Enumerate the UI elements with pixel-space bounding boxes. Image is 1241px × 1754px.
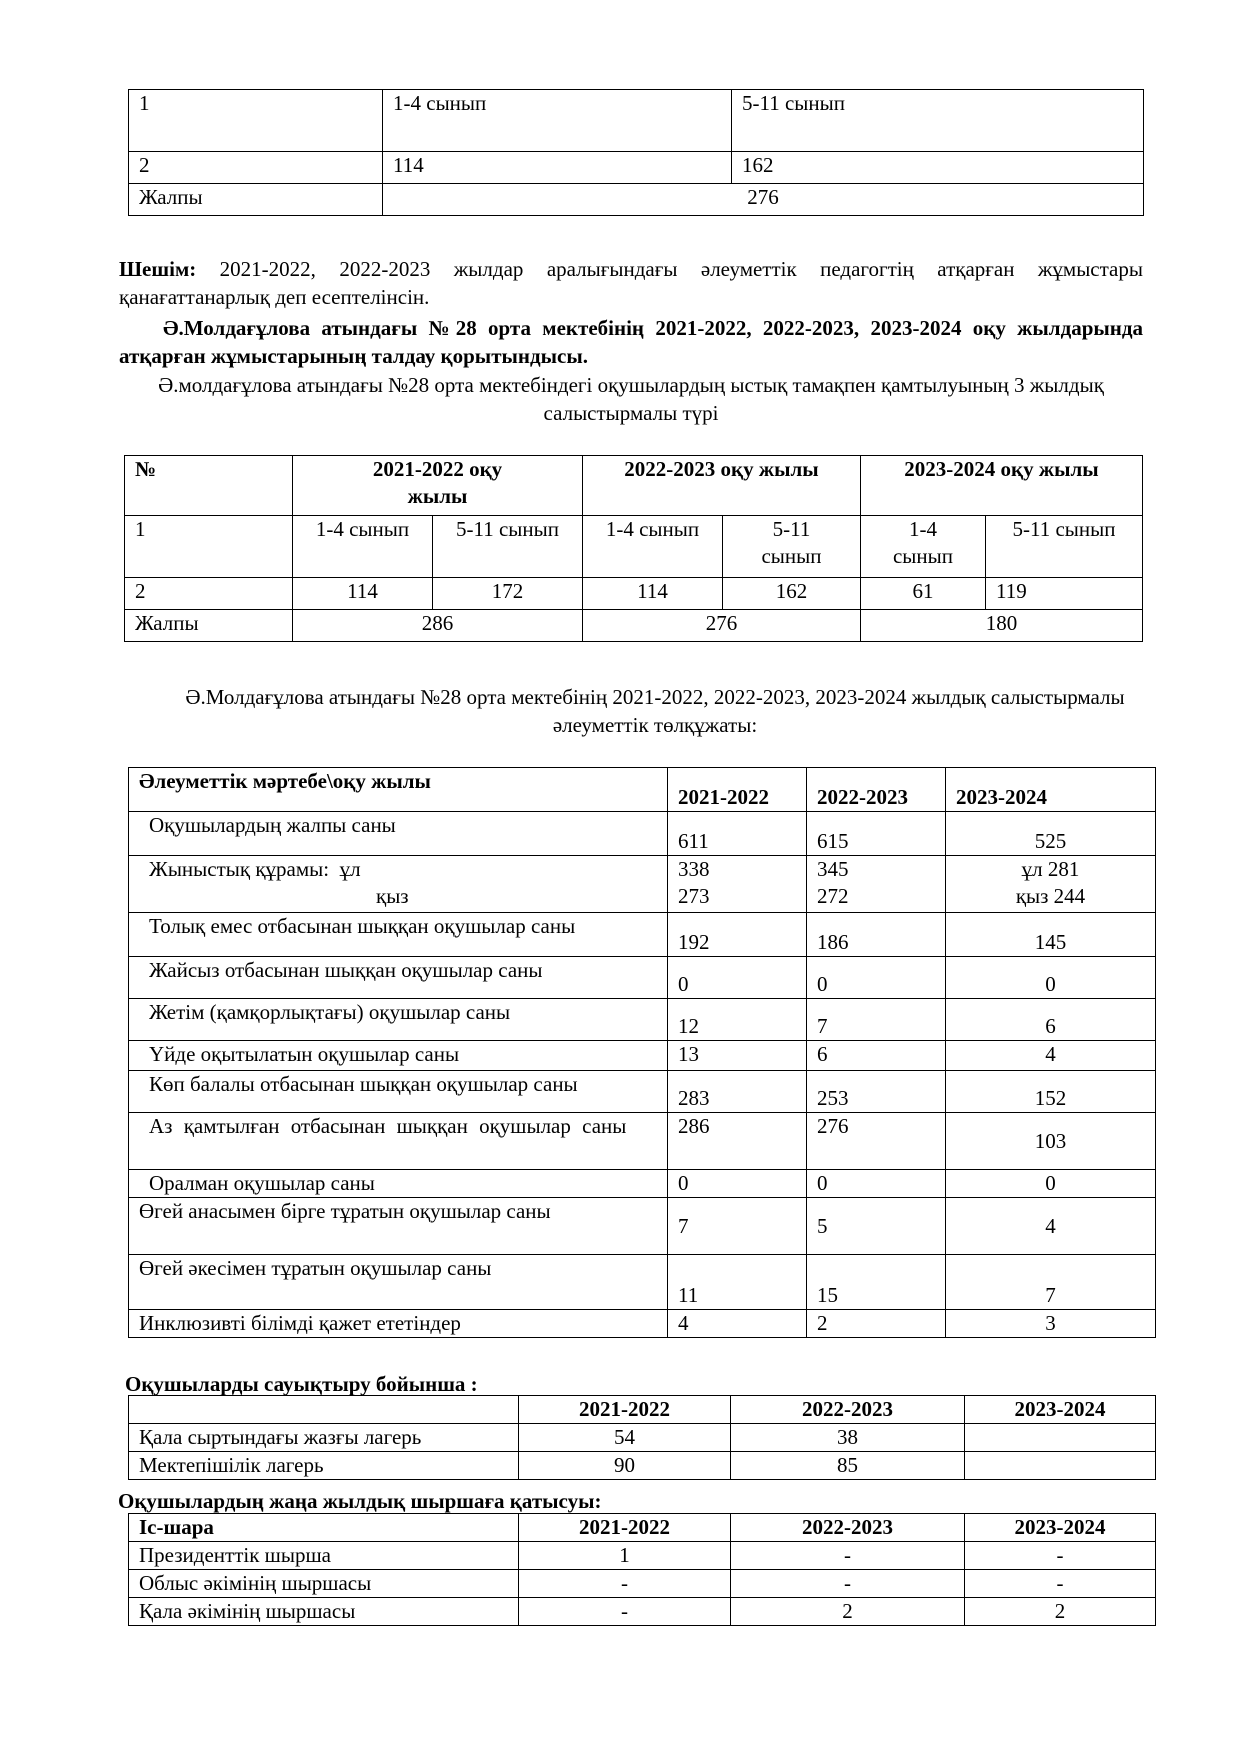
table-cell: 4 [668, 1310, 807, 1338]
decision-label: Шешім: [119, 257, 197, 281]
table-cell: 525 [946, 812, 1156, 856]
table-cell: 1 [125, 516, 293, 578]
table-cell: - [519, 1598, 731, 1626]
health-heading: Оқушыларды сауықтыру бойынша : [125, 1372, 478, 1396]
table-cell: - [731, 1542, 965, 1570]
table-cell: 5-11 сынып [986, 516, 1143, 578]
table-cell: 13 [668, 1041, 807, 1071]
table-cell: 192 [668, 913, 807, 957]
row-label: Қала әкімінің шыршасы [129, 1598, 519, 1626]
table-cell [668, 856, 807, 913]
table-header: 2023-2024 [946, 768, 1156, 812]
table-cell: 3 [946, 1310, 1156, 1338]
table-cell: - [965, 1542, 1156, 1570]
table-header: 2023-2024 оқу жылы [861, 456, 1143, 516]
row-label [129, 856, 668, 913]
table-header: 2023-2024 [965, 1396, 1156, 1424]
table-cell: 2 [129, 152, 383, 184]
table-cell: 5-11 сынып [433, 516, 583, 578]
table-cell: 253 [807, 1071, 946, 1113]
total-label: Жалпы [125, 610, 293, 642]
row-label: Өгей әкесімен тұратын оқушылар саны [129, 1255, 668, 1310]
table-cell: - [965, 1570, 1156, 1598]
row-label: Қала сыртындағы жазғы лагерь [129, 1424, 519, 1452]
enrollment-table [128, 89, 1144, 216]
table-cell: 0 [946, 1170, 1156, 1198]
table-cell: 1-4 сынып [861, 516, 986, 578]
row-label: Жетім (қамқорлықтағы) оқушылар саны [129, 999, 668, 1041]
row-label: Облыс әкімінің шыршасы [129, 1570, 519, 1598]
table-cell: 0 [946, 957, 1156, 999]
table-cell: 2 [731, 1598, 965, 1626]
table-header: 2022-2023 [807, 768, 946, 812]
total-value: 286 [293, 610, 583, 642]
analysis-heading: Ә.Молдағұлова атындағы №28 орта мектебінің 2021-2022, 2022-2023, 2023-2024 оқу жылдарында атқарған жұмыстарының талдау қорытындысы. [119, 316, 1143, 368]
table-cell: 114 [383, 152, 732, 184]
table-cell: 61 [861, 578, 986, 610]
row-label: Мектепішілік лагерь [129, 1452, 519, 1480]
table-cell: 5-11 сынып [723, 516, 861, 578]
table-cell: 85 [731, 1452, 965, 1480]
table-cell: 0 [668, 1170, 807, 1198]
table-cell: - [731, 1570, 965, 1598]
row-label: Аз қамтылған отбасынан шыққан оқушылар саны [129, 1113, 668, 1170]
table-cell: 4 [946, 1198, 1156, 1255]
table-cell: 286 [668, 1113, 807, 1170]
table-cell: 1-4 сынып [383, 90, 732, 152]
table-cell: 114 [293, 578, 433, 610]
table-cell [807, 856, 946, 913]
health-camp-table [128, 1395, 1156, 1480]
table-cell: 172 [433, 578, 583, 610]
table-cell: 12 [668, 999, 807, 1041]
row-label: Оралман оқушылар саны [129, 1170, 668, 1198]
decision-paragraph [119, 255, 1143, 311]
table-cell [965, 1424, 1156, 1452]
new-year-tree-table [128, 1513, 1156, 1626]
total-value: 276 [583, 610, 861, 642]
table-cell: 1 [519, 1542, 731, 1570]
table-header [129, 1396, 519, 1424]
girls-value: қыз 244 [1015, 884, 1086, 908]
table-header: 2022-2023 оқу жылы [583, 456, 861, 516]
food-heading: Ә.молдағұлова атындағы №28 орта мектебіндегі оқушылардың ыстық тамақпен қамтылуының 3 жылдық салыстырмалы түрі [158, 373, 1104, 425]
table-cell: 90 [519, 1452, 731, 1480]
table-cell: 283 [668, 1071, 807, 1113]
table-cell: 38 [731, 1424, 965, 1452]
table-cell: 152 [946, 1071, 1156, 1113]
table-cell: 103 [946, 1113, 1156, 1170]
table-cell: 0 [807, 957, 946, 999]
table-cell: 7 [807, 999, 946, 1041]
gender-boys-label: Жыныстық құрамы: ұл [149, 857, 361, 881]
passport-heading: Ә.Молдағұлова атындағы №28 орта мектебінің 2021-2022, 2022-2023, 2023-2024 жылдық салыстырмалы әлеуметтік төлқұжаты: [185, 685, 1125, 737]
table-header: № [125, 456, 293, 516]
boys-value: ұл 281 [1021, 857, 1080, 881]
decision-text: 2021-2022, 2022-2023 жылдар аралығындағы әлеуметтік педагогтің атқарған жұмыстары қанағаттанарлық деп есептелінсін. [119, 257, 1143, 309]
table-cell: 5-11 сынып [732, 90, 1144, 152]
table-cell: 15 [807, 1255, 946, 1310]
table-cell: 276 [807, 1113, 946, 1170]
total-value: 180 [861, 610, 1143, 642]
table-cell: 1-4 сынып [583, 516, 723, 578]
row-label: Президенттік шырша [129, 1542, 519, 1570]
total-value: 276 [383, 184, 1144, 216]
row-label: Өгей анасымен бірге тұратын оқушылар саны [129, 1198, 668, 1255]
table-header: 2023-2024 [965, 1514, 1156, 1542]
table-header: 2021-2022 [668, 768, 807, 812]
gender-girls-label: қыз [376, 884, 409, 908]
table-header: Әлеуметтік мәртебе\оқу жылы [129, 768, 668, 812]
table-cell: 615 [807, 812, 946, 856]
boys-value: 338 [678, 857, 710, 881]
boys-value: 345 [817, 857, 849, 881]
row-label: Инклюзивті білімді қажет ететіндер [129, 1310, 668, 1338]
hot-meal-table [124, 455, 1143, 642]
girls-value: 272 [817, 884, 849, 908]
row-label: Көп балалы отбасынан шыққан оқушылар саны [129, 1071, 668, 1113]
table-cell: 4 [946, 1041, 1156, 1071]
table-cell: - [519, 1570, 731, 1598]
table-header: 2021-2022 [519, 1396, 731, 1424]
table-cell: 0 [668, 957, 807, 999]
table-cell: 7 [668, 1198, 807, 1255]
table-cell: 2 [125, 578, 293, 610]
table-header: Іс-шара [129, 1514, 519, 1542]
row-label: Толық емес отбасынан шыққан оқушылар саны [129, 913, 668, 957]
table-cell: 1 [129, 90, 383, 152]
table-cell: 114 [583, 578, 723, 610]
table-cell: 162 [723, 578, 861, 610]
table-cell: 186 [807, 913, 946, 957]
table-cell: 7 [946, 1255, 1156, 1310]
row-label: Оқушылардың жалпы саны [129, 812, 668, 856]
table-cell: 611 [668, 812, 807, 856]
tree-heading: Оқушылардың жаңа жылдық шыршаға қатысуы: [118, 1489, 602, 1513]
table-header: 2022-2023 [731, 1396, 965, 1424]
table-cell: 5 [807, 1198, 946, 1255]
row-label: Үйде оқытылатын оқушылар саны [129, 1041, 668, 1071]
table-cell: 0 [807, 1170, 946, 1198]
table-cell: 6 [807, 1041, 946, 1071]
table-cell: 2 [965, 1598, 1156, 1626]
table-cell: 1-4 сынып [293, 516, 433, 578]
girls-value: 273 [678, 884, 710, 908]
table-cell: 162 [732, 152, 1144, 184]
row-label: Жайсыз отбасынан шыққан оқушылар саны [129, 957, 668, 999]
social-passport-table [128, 767, 1156, 1338]
table-cell [965, 1452, 1156, 1480]
table-header: 2021-2022 оқу жылы [293, 456, 583, 516]
table-cell [946, 856, 1156, 913]
total-label: Жалпы [129, 184, 383, 216]
table-header: 2021-2022 [519, 1514, 731, 1542]
table-cell: 54 [519, 1424, 731, 1452]
table-cell: 6 [946, 999, 1156, 1041]
table-cell: 145 [946, 913, 1156, 957]
table-header: 2022-2023 [731, 1514, 965, 1542]
table-cell: 11 [668, 1255, 807, 1310]
table-cell: 2 [807, 1310, 946, 1338]
table-cell: 119 [986, 578, 1143, 610]
